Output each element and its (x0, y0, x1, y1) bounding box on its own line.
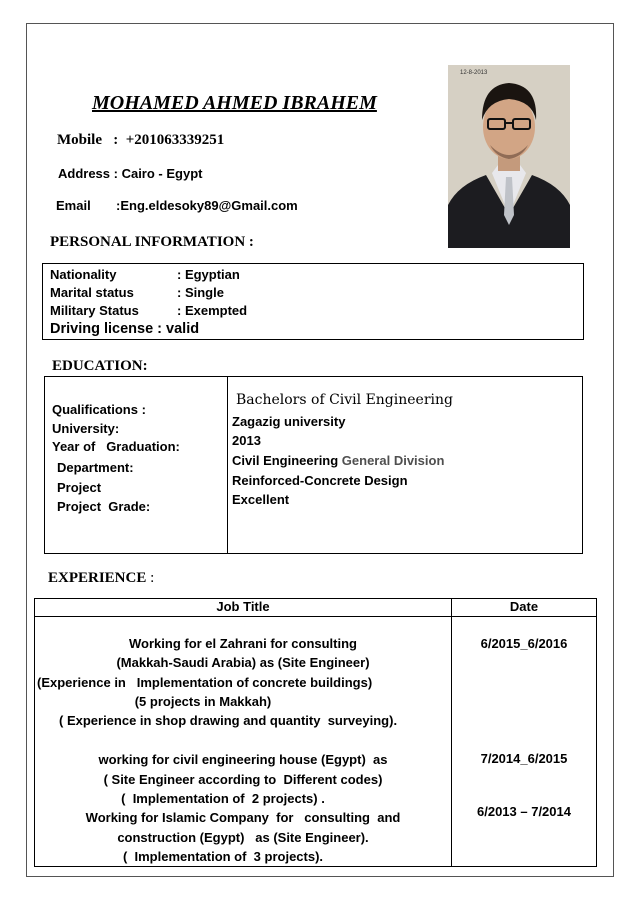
department-main: Civil Engineering (232, 453, 342, 468)
university-label: University: (52, 421, 120, 436)
nationality-value: : Egyptian (177, 267, 240, 282)
mobile-number: Mobile : +201063339251 (57, 132, 225, 148)
email (56, 198, 298, 213)
marital-status-label: Marital status (50, 285, 134, 300)
graduation-year-label: Year of Graduation: (52, 439, 180, 454)
email-value: :Eng.eldesoky89@Gmail.com (116, 198, 298, 213)
photo-date-stamp: 12-8-2013 (460, 70, 488, 76)
job-description (35, 617, 451, 866)
candidate-name: MOHAMED AHMED IBRAHEM (92, 92, 377, 114)
job-line: ( Site Engineer according to Different codes) (103, 771, 383, 787)
job-line: Working for Islamic Company for consulting and (85, 810, 401, 826)
education-divider (227, 377, 228, 553)
graduation-year-value: 2013 (232, 433, 261, 448)
qualification-value: Bachelors of Civil Engineering (236, 392, 453, 408)
project-grade-label: Project Grade: (57, 499, 151, 514)
job-line: (Makkah-Saudi Arabia) as (Site Engineer) (116, 655, 370, 671)
job-line: ( Implementation of 2 projects) . (121, 791, 325, 807)
education-box (44, 376, 583, 554)
department-label: Department: (57, 460, 134, 475)
job-line: (5 projects in Makkah) (134, 693, 272, 709)
project-value: Reinforced-Concrete Design (232, 473, 408, 488)
experience-title-colon: : (146, 570, 155, 586)
project-label: Project (57, 480, 102, 495)
personal-info-box (42, 263, 584, 340)
education-title: EDUCATION: (52, 358, 148, 374)
date-value: 7/2014_6/2015 (480, 751, 568, 767)
job-line: working for civil engineering house (Egypt) as (98, 752, 388, 768)
date-value: 6/2015_6/2016 (480, 636, 568, 651)
experience-title-text: EXPERIENCE (48, 570, 147, 586)
address: Address : Cairo - Egypt (58, 166, 203, 181)
job-title-header: Job Title (35, 599, 452, 617)
nationality-row (50, 267, 240, 282)
date-cell (452, 617, 597, 867)
experience-table (34, 598, 597, 867)
qualifications-label: Qualifications : (52, 402, 146, 417)
job-line: (Experience in Implementation of concrete buildings) (37, 674, 373, 690)
military-status-value: : Exempted (177, 303, 248, 318)
date-header: Date (452, 599, 597, 617)
department-value (232, 453, 444, 468)
date-list (452, 617, 596, 821)
university-value: Zagazig university (232, 414, 346, 429)
grade-value: Excellent (232, 492, 290, 507)
marital-status-row (50, 285, 224, 300)
job-line: construction (Egypt) as (Site Engineer). (117, 829, 369, 845)
experience-title (48, 570, 154, 587)
driving-license: Driving license : valid (50, 321, 200, 337)
experience-header-row (35, 599, 597, 617)
military-status-row (50, 303, 247, 318)
job-title-cell (35, 617, 452, 867)
job-line: ( Experience in shop drawing and quantity surveying). (59, 713, 398, 729)
job-line: ( Implementation of 3 projects). (122, 848, 324, 864)
marital-status-value: : Single (177, 285, 224, 300)
email-label: Email (56, 198, 91, 213)
date-value: 6/2013 – 7/2014 (477, 803, 571, 819)
profile-photo-image (448, 65, 570, 248)
job-line: Working for el Zahrani for consulting (129, 636, 357, 651)
experience-body-row (35, 617, 597, 867)
military-status-label: Military Status (50, 303, 139, 318)
nationality-label: Nationality (50, 267, 117, 282)
personal-info-title: PERSONAL INFORMATION : (50, 234, 254, 250)
department-division: General Division (341, 453, 445, 468)
profile-photo (448, 65, 570, 248)
